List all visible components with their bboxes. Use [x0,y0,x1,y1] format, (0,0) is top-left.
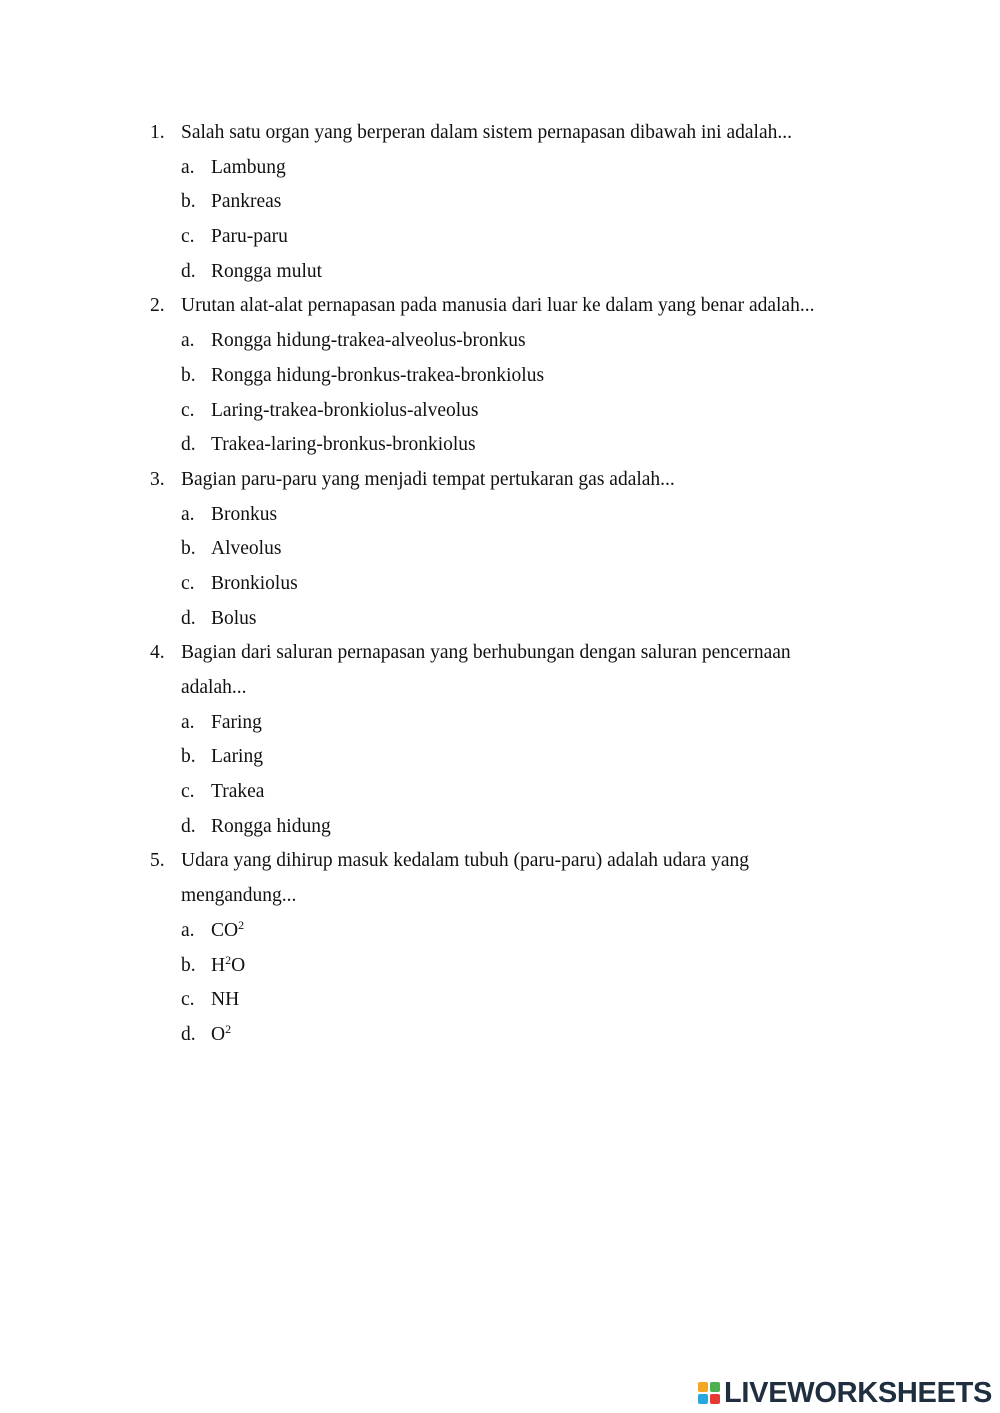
question-number: 3. [150,468,165,490]
question-number: 2. [150,295,165,317]
option-text [211,1018,231,1053]
question-stem [0,289,1000,324]
option-main-text: Bronkiolus [211,572,298,594]
option-superscript: 2 [238,917,245,932]
option-text [211,498,277,533]
answer-option [0,775,1000,810]
logo-square-1 [698,1382,708,1392]
option-text [211,255,322,290]
option-main-text: Bronkus [211,503,278,525]
answer-option [0,185,1000,220]
question-stem-continued [0,879,1000,914]
option-text [211,706,262,741]
answer-option [0,914,1000,949]
answer-option [0,220,1000,255]
option-text [211,185,281,220]
option-text [211,983,239,1018]
option-letter: b. [181,364,196,386]
liveworksheets-watermark [697,1378,992,1408]
option-text [211,914,244,949]
question-text: Urutan alat-alat pernapasan pada manusia dari luar ke dalam yang benar adalah... [181,295,815,317]
question-2 [0,289,1000,462]
question-text: adalah... [181,677,247,698]
option-letter: d. [181,1023,196,1045]
option-main-text: Faring [211,711,262,733]
option-main-text: Rongga mulut [211,260,323,282]
option-letter: a. [181,330,195,352]
option-letter: d. [181,815,196,837]
liveworksheets-logo-icon [697,1381,721,1405]
option-letter: b. [181,538,196,560]
question-text: Salah satu organ yang berperan dalam sistem pernapasan dibawah ini adalah... [181,122,792,143]
answer-option [0,255,1000,290]
option-text [211,567,298,602]
option-text [211,324,526,359]
question-3 [0,463,1000,636]
option-main-text: Laring [211,746,263,768]
option-main-text: H [211,954,226,976]
question-stem-continued [0,671,1000,706]
option-main-text: Bolus [211,607,257,629]
answer-option [0,532,1000,567]
answer-option [0,810,1000,845]
option-text [211,775,264,810]
option-letter: b. [181,746,196,768]
option-letter: a. [181,711,195,733]
option-letter: c. [181,399,195,421]
option-main-text: O [211,1023,226,1045]
option-letter: c. [181,226,195,248]
question-stem [0,636,1000,671]
answer-option [0,567,1000,602]
answer-option [0,428,1000,463]
option-letter: b. [181,191,196,213]
answer-option [0,949,1000,984]
question-number: 1. [150,122,165,143]
option-text [211,949,245,984]
question-text: Udara yang dihirup masuk kedalam tubuh (paru-paru) adalah udara yang [181,850,749,872]
option-text [211,359,544,394]
answer-option [0,324,1000,359]
answer-option [0,1018,1000,1053]
option-text [211,532,281,567]
option-letter: c. [181,989,195,1011]
option-letter: d. [181,260,196,282]
question-1 [0,116,1000,289]
question-stem [0,116,1000,151]
answer-option [0,740,1000,775]
answer-option [0,359,1000,394]
answer-option [0,983,1000,1018]
option-text [211,810,331,845]
option-text [211,740,263,775]
question-4 [0,636,1000,844]
option-superscript: 2 [225,952,232,967]
option-superscript: 2 [225,1021,232,1036]
question-stem [0,463,1000,498]
option-main-text: Trakea [211,781,265,803]
logo-square-3 [698,1394,708,1404]
option-letter: a. [181,503,195,525]
option-letter: a. [181,919,195,941]
answer-option [0,602,1000,637]
question-text: Bagian paru-paru yang menjadi tempat pertukaran gas adalah... [181,468,675,490]
option-main-text: Laring-trakea-bronkiolus-alveolus [211,399,479,421]
question-stem [0,844,1000,879]
option-main-text: Lambung [211,156,286,178]
option-main-text: Pankreas [211,191,282,213]
option-letter: d. [181,434,196,456]
option-text [211,394,479,429]
question-number: 5. [150,850,165,872]
worksheet [0,116,1000,1053]
option-letter: a. [181,156,195,178]
answer-option [0,151,1000,186]
option-trailing-text: O [231,954,246,976]
option-letter: c. [181,572,195,594]
logo-square-4 [710,1394,720,1404]
option-main-text: Trakea-laring-bronkus-bronkiolus [211,434,476,456]
question-5 [0,844,1000,1052]
option-main-text: Rongga hidung-trakea-alveolus-bronkus [211,330,526,352]
watermark-text: LIVEWORKSHEETS [724,1377,993,1409]
option-letter: c. [181,781,195,803]
answer-option [0,394,1000,429]
logo-square-2 [710,1382,720,1392]
question-text: mengandung... [181,885,297,907]
question-number: 4. [150,642,165,664]
option-main-text: Rongga hidung [211,815,331,837]
option-letter: d. [181,607,196,629]
option-text [211,220,288,255]
question-text: Bagian dari saluran pernapasan yang berhubungan dengan saluran pencernaan [181,642,791,664]
answer-option [0,706,1000,741]
option-text [211,151,286,186]
option-text [211,428,476,463]
option-main-text: CO [211,919,239,941]
option-main-text: NH [211,989,240,1011]
option-text [211,602,257,637]
option-main-text: Alveolus [211,538,282,560]
option-letter: b. [181,954,196,976]
option-main-text: Paru-paru [211,226,288,248]
answer-option [0,498,1000,533]
option-main-text: Rongga hidung-bronkus-trakea-bronkiolus [211,364,545,386]
